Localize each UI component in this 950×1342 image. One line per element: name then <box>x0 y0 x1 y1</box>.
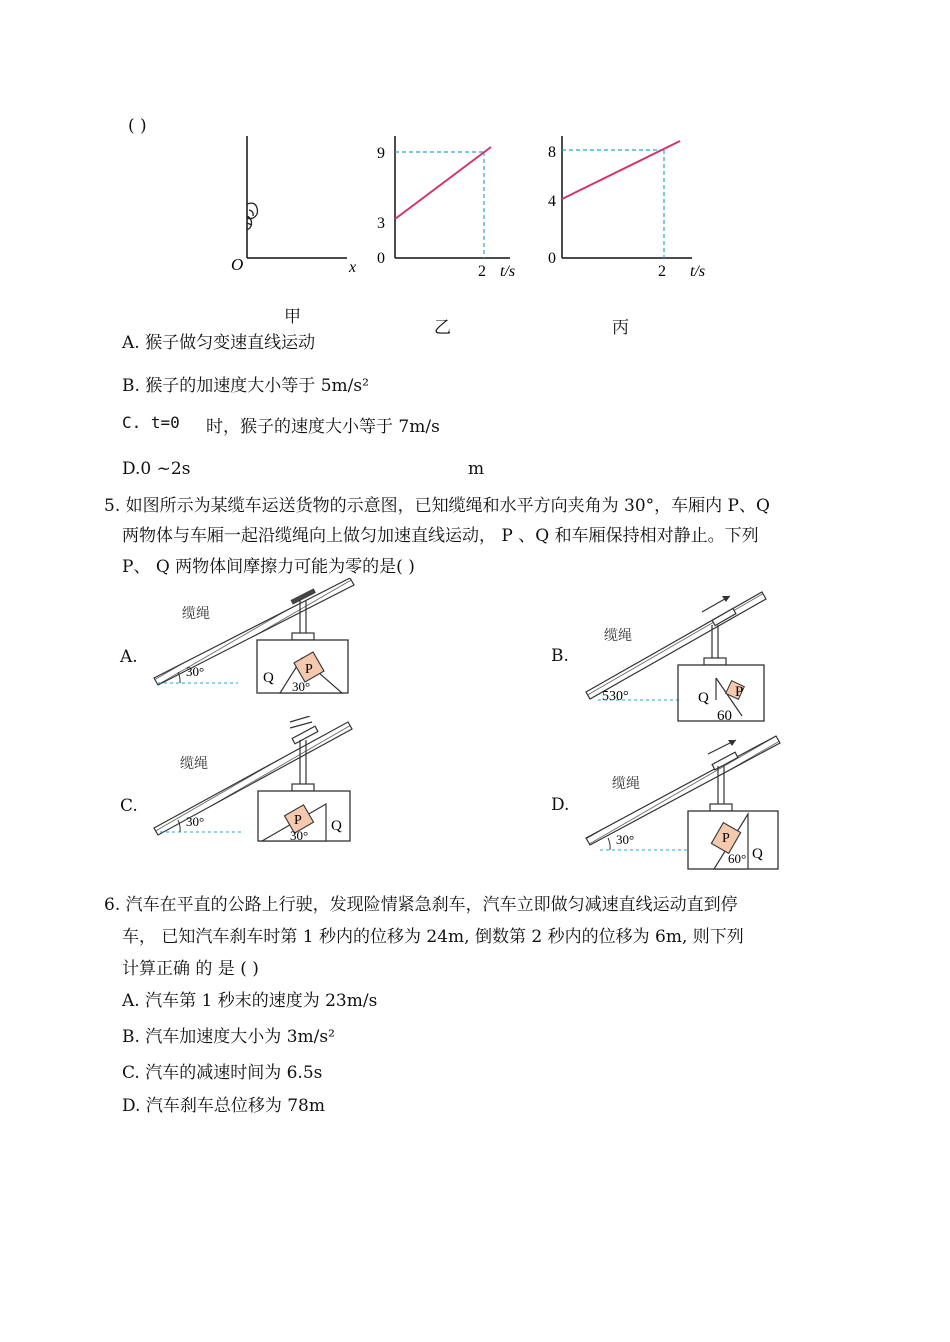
svg-text:P: P <box>722 831 730 846</box>
graph-bing-tick-4: 4 <box>548 193 556 210</box>
svg-text:缆绳: 缆绳 <box>612 777 640 792</box>
q4-option-c-suffix: 时，猴子的速度大小等于 7m/s <box>206 417 440 437</box>
q5-option-c-label: C. <box>120 796 138 816</box>
q5-figure-a <box>150 578 360 698</box>
graph-bing-tick-0: 0 <box>548 250 556 267</box>
q4-option-c-prefix: C. t=0 <box>122 413 180 432</box>
graph-yi-tick-9: 9 <box>377 145 385 162</box>
svg-text:530°: 530° <box>602 689 629 704</box>
q4-option-b: B. 猴子的加速度大小等于 5m/s² <box>122 376 369 396</box>
svg-text:缆绳: 缆绳 <box>182 607 210 622</box>
svg-text:P: P <box>305 662 313 677</box>
q5-option-d-label: D. <box>551 795 570 815</box>
monkey-icon <box>247 203 258 229</box>
svg-text:缆绳: 缆绳 <box>604 629 632 644</box>
graph-yi <box>370 136 530 281</box>
svg-text:Q: Q <box>331 818 342 834</box>
q6-stem-line-2: 车， 已知汽车刹车时第 1 秒内的位移为 24m, 倒数第 2 秒内的位移为 6m, 则下列 <box>122 927 744 947</box>
graph-yi-x-tick: 2 <box>478 263 486 280</box>
q6-option-a: A. 汽车第 1 秒末的速度为 23m/s <box>122 991 378 1011</box>
svg-text:缆绳: 缆绳 <box>180 757 208 772</box>
svg-text:Q: Q <box>263 670 274 686</box>
q5-option-a-label: A. <box>120 647 138 667</box>
svg-text:30°: 30° <box>186 814 205 829</box>
svg-text:30°: 30° <box>290 828 309 843</box>
svg-text:Q: Q <box>698 690 709 706</box>
svg-text:P: P <box>294 813 302 828</box>
svg-text:60: 60 <box>717 708 732 724</box>
svg-text:30°: 30° <box>616 832 635 847</box>
graph-bing-x-label: t/s <box>690 263 706 280</box>
q5-figure-c <box>150 716 360 846</box>
graph-yi-line <box>395 147 491 219</box>
graph-bing <box>540 136 720 281</box>
graph-bing-caption: 丙 <box>612 318 629 338</box>
svg-text:30°: 30° <box>292 679 311 694</box>
q5-option-b-label: B. <box>551 646 569 666</box>
graph-jia-x-label: x <box>349 259 357 276</box>
q5-figure-d <box>582 730 782 875</box>
svg-text:60°: 60° <box>728 851 747 866</box>
graph-bing-x-tick: 2 <box>658 263 666 280</box>
q5-stem-line-3: P、 Q 两物体间摩擦力可能为零的是( ) <box>122 557 415 577</box>
svg-text:Q: Q <box>752 846 763 862</box>
graph-yi-caption: 乙 <box>434 318 451 338</box>
q4-option-d-suffix: m <box>468 459 485 479</box>
q6-option-b: B. 汽车加速度大小为 3m/s² <box>122 1027 335 1047</box>
graph-jia <box>225 132 375 277</box>
q6-option-d: D. 汽车刹车总位移为 78m <box>122 1096 325 1116</box>
q5-stem-line-2: 两物体与车厢一起沿缆绳向上做匀加速直线运动， P 、Q 和车厢保持相对静止。下列 <box>122 526 759 546</box>
svg-text:30°: 30° <box>186 664 205 679</box>
graph-jia-caption: 甲 <box>284 307 301 327</box>
graph-jia-origin: O <box>231 255 244 274</box>
q6-option-c: C. 汽车的减速时间为 6.5s <box>122 1063 323 1083</box>
q6-stem-line-3: 计算正确 的 是 ( ) <box>122 959 259 979</box>
graph-yi-x-label: t/s <box>500 263 516 280</box>
q4-answer-paren: ( ) <box>128 116 147 136</box>
graph-yi-tick-0: 0 <box>377 250 385 267</box>
q5-stem-line-1: 5. 如图所示为某缆车运送货物的示意图，已知缆绳和水平方向夹角为 30°，车厢内 P、Q <box>104 496 770 516</box>
q5-figure-b <box>582 580 772 730</box>
graph-bing-tick-8: 8 <box>548 144 556 161</box>
graph-yi-tick-3: 3 <box>377 215 385 232</box>
q6-stem-line-1: 6. 汽车在平直的公路上行驶，发现险情紧急刹车，汽车立即做匀减速直线运动直到停 <box>104 895 738 915</box>
q4-option-d-prefix: D.0 ~2s <box>122 459 191 479</box>
q4-option-a: A. 猴子做匀变速直线运动 <box>122 333 316 353</box>
svg-text:P: P <box>735 684 744 700</box>
